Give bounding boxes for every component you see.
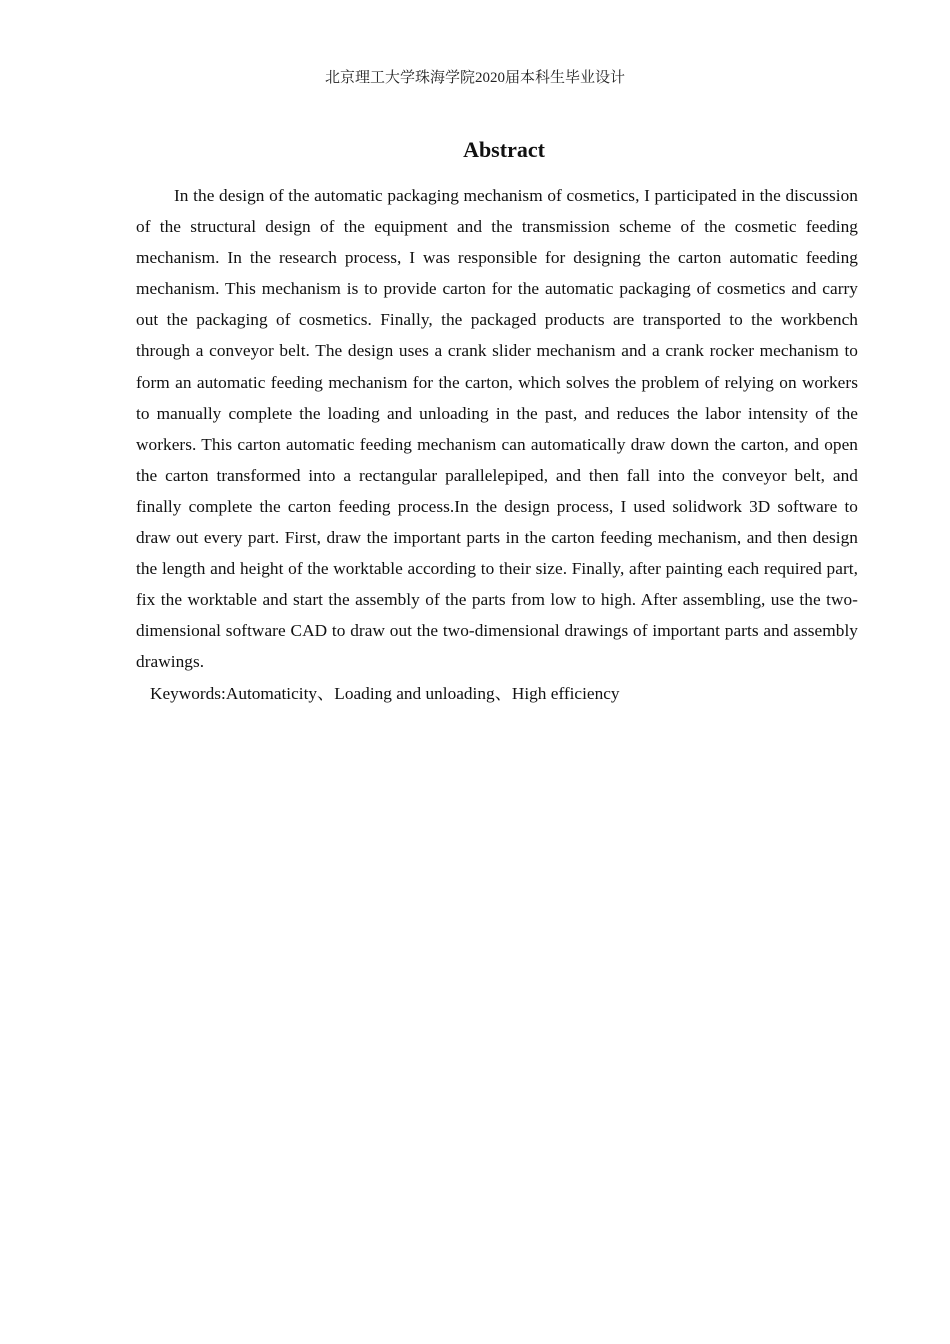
running-header: 北京理工大学珠海学院2020届本科生毕业设计 xyxy=(324,70,625,86)
abstract-section xyxy=(136,134,858,709)
keywords-line: Keywords:Automaticity、Loading and unloading、High efficiency xyxy=(150,683,620,703)
abstract-title: Abstract xyxy=(463,137,545,162)
abstract-body: In the design of the automatic packaging mechanism of cosmetics, I participated in the discussion of the structural design of the equipment and the transmission scheme of the cosmetic feeding mechanism. In the research process, I was responsible for designing the carton automatic feeding mechanism. This mechanism is to provide carton for the automatic packaging of cosmetics and carry out the packaging of cosmetics. Finally, the packaged products are transported to the workbench through a conveyor belt. The design uses a crank slider mechanism and a crank rocker mechanism to form an automatic feeding mechanism for the carton, which solves the problem of relying on workers to manually complete the loading and unloading in the past, and reduces the labor intensity of the workers. This carton automatic feeding mechanism can automatically draw down the carton, and open the carton transformed into a rectangular parallelepiped, and then fall into the conveyor belt, and finally complete the carton feeding process.In the design process, I used solidwork 3D software to draw out every part. First, draw the important parts in the carton feeding mechanism, and then design the length and height of the worktable according to their size. Finally, after painting each required part, fix the worktable and start the assembly of the parts from low to high. After assembling, use the two-dimensional software CAD to draw out the two-dimensional drawings of important parts and assembly drawings. xyxy=(136,186,858,672)
